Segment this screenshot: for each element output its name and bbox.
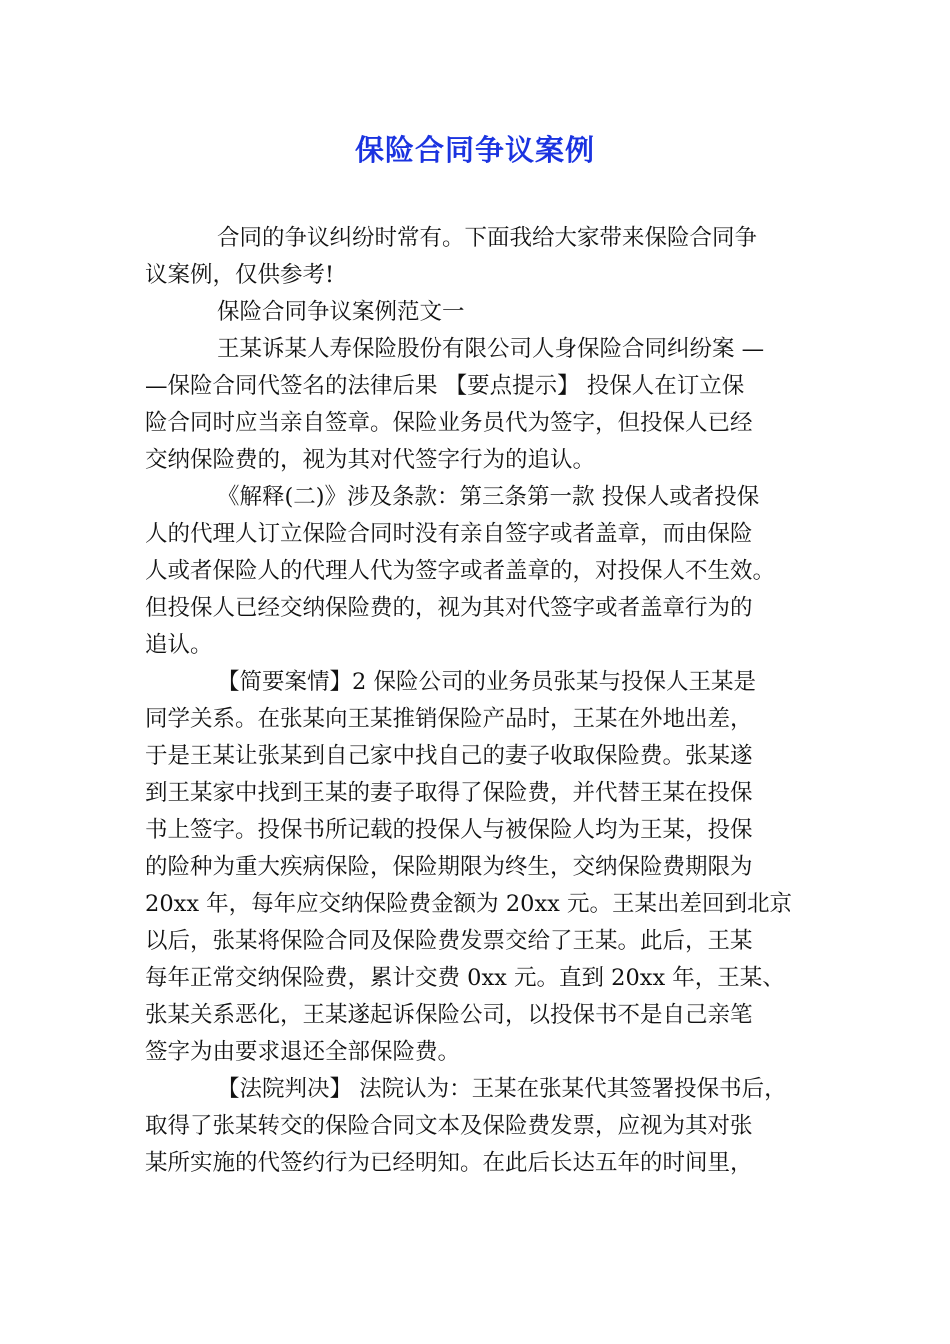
text-line: 险合同时应当亲自签章。保险业务员代为签字，但投保人已经	[145, 410, 753, 436]
text-line: 【简要案情】2 保险公司的业务员张某与投保人王某是	[217, 669, 756, 695]
text-line: 人或者保险人的代理人代为签字或者盖章的，对投保人不生效。	[145, 558, 776, 584]
text-line: 取得了张某转交的保险合同文本及保险费发票，应视为其对张	[145, 1113, 753, 1139]
document-body	[145, 220, 825, 1182]
text-line: 的险种为重大疾病保险，保险期限为终生，交纳保险费期限为	[145, 854, 753, 880]
paragraph-interpretation	[145, 479, 825, 664]
text-line: 王某诉某人寿保险股份有限公司人身保险合同纠纷案 —	[217, 336, 765, 362]
paragraph-intro	[145, 220, 825, 294]
text-line: 签字为由要求退还全部保险费。	[145, 1039, 461, 1065]
text-line: 合同的争议纠纷时常有。下面我给大家带来保险合同争	[217, 225, 758, 251]
text-line: 到王某家中找到王某的妻子取得了保险费，并代替王某在投保	[145, 780, 753, 806]
text-line: —保险合同代签名的法律后果 【要点提示】 投保人在订立保	[145, 373, 745, 399]
text-line: 以后，张某将保险合同及保险费发票交给了王某。此后，王某	[145, 928, 753, 954]
text-line: 张某关系恶化，王某遂起诉保险公司，以投保书不是自己亲笔	[145, 1002, 753, 1028]
text-line: 交纳保险费的，视为其对代签字行为的追认。	[145, 447, 596, 473]
text-line: 某所实施的代签约行为已经明知。在此后长达五年的时间里，	[145, 1150, 753, 1176]
paragraph-section-heading	[145, 294, 825, 331]
document-title: 保险合同争议案例	[354, 133, 595, 167]
text-line: 每年正常交纳保险费，累计交费 0xx 元。直到 20xx 年，王某、	[145, 965, 785, 991]
paragraph-case-summary	[145, 331, 825, 479]
text-line: 但投保人已经交纳保险费的，视为其对代签字或者盖章行为的	[145, 595, 753, 621]
text-line: 【法院判决】 法院认为：王某在张某代其签署投保书后，	[217, 1076, 787, 1102]
text-line: 同学关系。在张某向王某推销保险产品时，王某在外地出差，	[145, 706, 753, 732]
text-line: 书上签字。投保书所记载的投保人与被保险人均为王某，投保	[145, 817, 753, 843]
paragraph-court-ruling	[145, 1071, 825, 1182]
text-line: 追认。	[145, 632, 213, 658]
text-line: 《解释(二)》涉及条款：第三条第一款 投保人或者投保	[217, 484, 760, 510]
text-line: 保险合同争议案例范文一	[217, 299, 465, 325]
text-line: 于是王某让张某到自己家中找自己的妻子收取保险费。张某遂	[145, 743, 753, 769]
text-line: 人的代理人订立保险合同时没有亲自签字或者盖章，而由保险	[145, 521, 753, 547]
text-line: 议案例，仅供参考!	[145, 262, 335, 288]
paragraph-case-facts	[145, 664, 825, 1071]
text-line: 20xx 年，每年应交纳保险费金额为 20xx 元。王某出差回到北京	[145, 891, 792, 917]
